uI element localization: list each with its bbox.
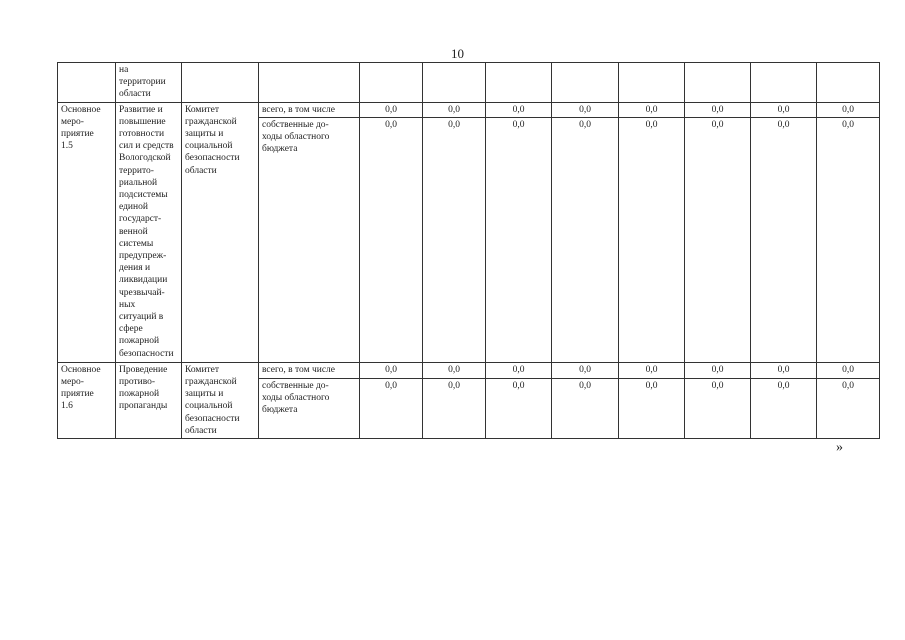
own-value: 0,0 [751, 117, 817, 362]
total-value: 0,0 [486, 102, 552, 117]
measure-executor: Комитет гражданской защиты и социальной безопасности области [182, 102, 259, 362]
total-value: 0,0 [552, 102, 619, 117]
cell-territory-text: на территории области [116, 63, 182, 103]
source-own: собственные до- ходы областного бюджета [259, 378, 360, 438]
own-value: 0,0 [423, 117, 486, 362]
total-value: 0,0 [817, 102, 880, 117]
measure-name: Развитие и повышение готовности сил и средств Вологодской террито- риальной подсистемы единой государст- венной системы предупреж- дения и ликвидации чрезвычай- ных ситуаций в сфере пожарной безопасности [116, 102, 182, 362]
measure-label: Основное меро- приятие 1.5 [58, 102, 116, 362]
cell [817, 63, 880, 103]
table-row [58, 102, 880, 117]
measure-name: Проведение противо- пожарной пропаганды [116, 362, 182, 438]
total-value: 0,0 [817, 362, 880, 378]
own-value: 0,0 [619, 117, 685, 362]
total-value: 0,0 [751, 362, 817, 378]
cell [58, 63, 116, 103]
cell [423, 63, 486, 103]
closing-quote-mark: » [836, 440, 843, 455]
own-value: 0,0 [360, 378, 423, 438]
continuation-row [58, 63, 880, 103]
cell [486, 63, 552, 103]
own-value: 0,0 [552, 117, 619, 362]
own-value: 0,0 [619, 378, 685, 438]
own-value: 0,0 [423, 378, 486, 438]
table-row [58, 362, 880, 378]
own-value: 0,0 [486, 117, 552, 362]
cell [360, 63, 423, 103]
own-value: 0,0 [817, 117, 880, 362]
total-value: 0,0 [552, 362, 619, 378]
total-value: 0,0 [619, 362, 685, 378]
own-value: 0,0 [486, 378, 552, 438]
own-value: 0,0 [360, 117, 423, 362]
source-own: собственные до- ходы областного бюджета [259, 117, 360, 362]
cell [751, 63, 817, 103]
source-total: всего, в том числе [259, 362, 360, 378]
own-value: 0,0 [685, 378, 751, 438]
own-value: 0,0 [552, 378, 619, 438]
cell [259, 63, 360, 103]
total-value: 0,0 [685, 362, 751, 378]
measure-label: Основное меро- приятие 1.6 [58, 362, 116, 438]
total-value: 0,0 [685, 102, 751, 117]
cell [182, 63, 259, 103]
page-number: 10 [451, 46, 464, 61]
own-value: 0,0 [685, 117, 751, 362]
total-value: 0,0 [619, 102, 685, 117]
total-value: 0,0 [360, 102, 423, 117]
own-value: 0,0 [817, 378, 880, 438]
total-value: 0,0 [360, 362, 423, 378]
own-value: 0,0 [751, 378, 817, 438]
cell [619, 63, 685, 103]
total-value: 0,0 [751, 102, 817, 117]
total-value: 0,0 [423, 102, 486, 117]
cell [552, 63, 619, 103]
total-value: 0,0 [486, 362, 552, 378]
total-value: 0,0 [423, 362, 486, 378]
measure-executor: Комитет гражданской защиты и социальной безопасности области [182, 362, 259, 438]
source-total: всего, в том числе [259, 102, 360, 117]
budget-table [57, 62, 880, 439]
cell [685, 63, 751, 103]
